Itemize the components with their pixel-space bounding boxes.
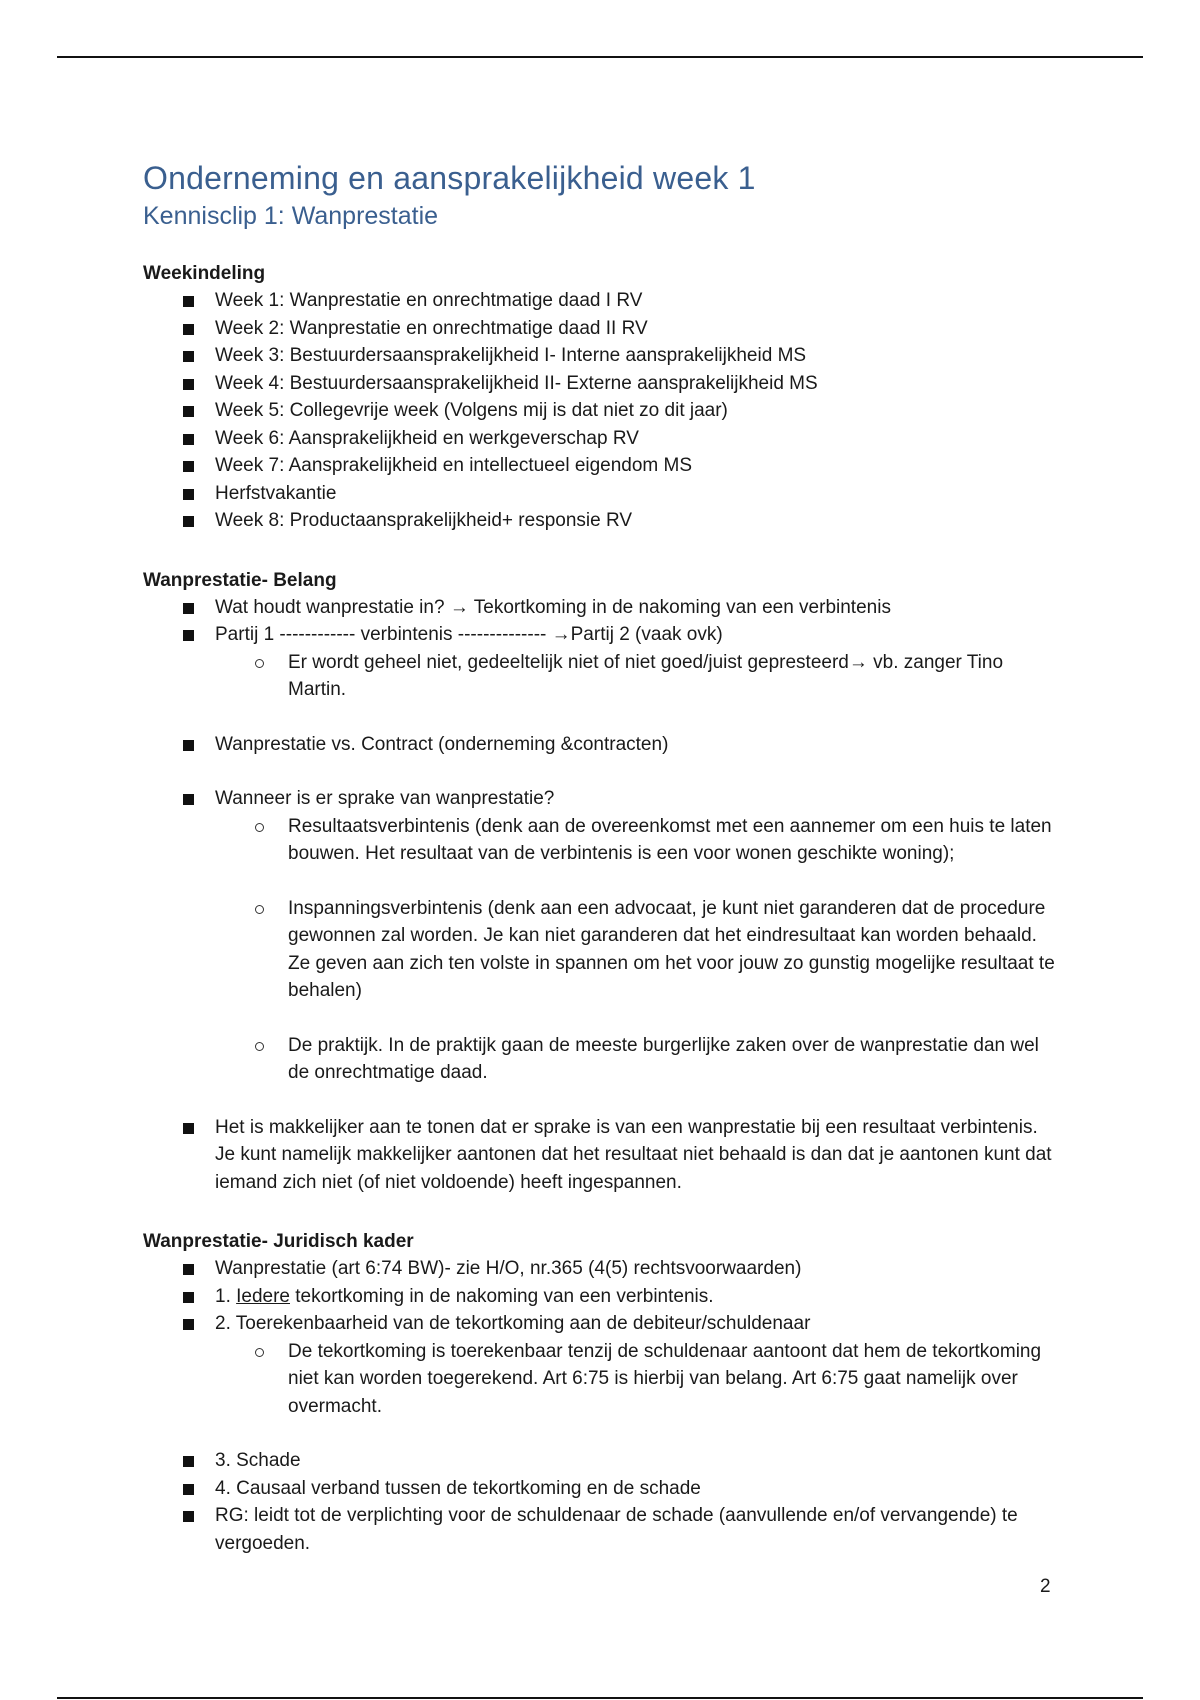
list-item: Week 7: Aansprakelijkheid en intellectueel eigendom MS <box>143 452 1063 480</box>
square-bullet-icon <box>183 516 194 527</box>
sub-list-item: Resultaatsverbintenis (denk aan de overeenkomst met een aannemer om een huis te laten bouwen. Het resultaat van de verbintenis is een voor wonen geschikte woning); <box>143 813 1063 868</box>
list-item: Herfstvakantie <box>143 480 1063 508</box>
list-item: 1. Iedere tekortkoming in de nakoming van een verbintenis. <box>143 1283 1063 1311</box>
list-item: Week 3: Bestuurdersaansprakelijkheid I- Interne aansprakelijkheid MS <box>143 342 1063 370</box>
section-heading-juridisch-kader: Wanprestatie- Juridisch kader <box>143 1231 414 1252</box>
underlined-word: Iedere <box>236 1285 290 1307</box>
section-heading-belang: Wanprestatie- Belang <box>143 569 337 591</box>
list-item: Het is makkelijker aan te tonen dat er sprake is van een wanprestatie bij een resultaat verbintenis. Je kunt namelijk makkelijker aantonen dat het resultaat niet behaald is dan dat je aantonen kunt dat iemand zich niet (of niet voldoende) heeft ingespannen. <box>143 1114 1063 1197</box>
page-number: 2 <box>1040 1576 1051 1597</box>
square-bullet-icon <box>183 1292 194 1303</box>
page-title: Onderneming en aansprakelijkheid week 1 <box>143 160 756 196</box>
list-item: Wanprestatie vs. Contract (onderneming &contracten) <box>143 731 1063 759</box>
list-item: 2. Toerekenbaarheid van de tekortkoming aan de debiteur/schuldenaar <box>143 1310 1063 1338</box>
square-bullet-icon <box>183 379 194 390</box>
square-bullet-icon <box>183 1123 194 1134</box>
list-item: Wanneer is er sprake van wanprestatie? <box>143 785 1063 813</box>
square-bullet-icon <box>183 630 194 641</box>
list-item: Wanprestatie (art 6:74 BW)- zie H/O, nr.365 (4(5) rechtsvoorwaarden) <box>143 1255 1063 1283</box>
list-item: Wat houdt wanprestatie in? → Tekortkoming in de nakoming van een verbintenis <box>143 594 1063 622</box>
list-item: Week 1: Wanprestatie en onrechtmatige daad I RV <box>143 287 1063 315</box>
square-bullet-icon <box>183 1456 194 1467</box>
header-rule <box>57 56 1143 58</box>
square-bullet-icon <box>183 489 194 500</box>
square-bullet-icon <box>183 406 194 417</box>
sub-list-item: Er wordt geheel niet, gedeeltelijk niet of niet goed/juist gepresteerd→ vb. zanger Tino Martin. <box>143 649 1063 704</box>
square-bullet-icon <box>183 740 194 751</box>
list-item: Week 4: Bestuurdersaansprakelijkheid II- Externe aansprakelijkheid MS <box>143 370 1063 398</box>
list-item: Week 6: Aansprakelijkheid en werkgeverschap RV <box>143 425 1063 453</box>
section-heading-weekindeling: Weekindeling <box>143 263 266 284</box>
list-item: RG: leidt tot de verplichting voor de schuldenaar de schade (aanvullende en/of vervangende) te vergoeden. <box>143 1502 1063 1557</box>
square-bullet-icon <box>183 434 194 445</box>
document-body <box>143 158 1063 1557</box>
list-item: Week 2: Wanprestatie en onrechtmatige daad II RV <box>143 315 1063 343</box>
list-item: 3. Schade <box>143 1447 1063 1475</box>
circle-bullet-icon <box>255 823 264 832</box>
footer-rule <box>57 1697 1143 1699</box>
list-item: Partij 1 ------------ verbintenis -------------- →Partij 2 (vaak ovk) <box>143 621 1063 649</box>
kader-list <box>143 1255 1063 1557</box>
circle-bullet-icon <box>255 659 264 668</box>
square-bullet-icon <box>183 1484 194 1495</box>
square-bullet-icon <box>183 351 194 362</box>
circle-bullet-icon <box>255 1348 264 1357</box>
square-bullet-icon <box>183 1511 194 1522</box>
list-item: Week 8: Productaansprakelijkheid+ responsie RV <box>143 507 1063 535</box>
square-bullet-icon <box>183 603 194 614</box>
square-bullet-icon <box>183 1264 194 1275</box>
square-bullet-icon <box>183 324 194 335</box>
belang-list <box>143 594 1063 1197</box>
sub-list-item: De praktijk. In de praktijk gaan de meeste burgerlijke zaken over de wanprestatie dan wel de onrechtmatige daad. <box>143 1032 1063 1087</box>
list-item: 4. Causaal verband tussen de tekortkoming en de schade <box>143 1475 1063 1503</box>
sub-list-item: De tekortkoming is toerekenbaar tenzij de schuldenaar aantoont dat hem de tekortkoming niet kan worden toegerekend. Art 6:75 is hierbij van belang. Art 6:75 gaat namelijk over overmacht. <box>143 1338 1063 1421</box>
list-item: Week 5: Collegevrije week (Volgens mij is dat niet zo dit jaar) <box>143 397 1063 425</box>
square-bullet-icon <box>183 296 194 307</box>
sub-list-item: Inspanningsverbintenis (denk aan een advocaat, je kunt niet garanderen dat de procedure gewonnen zal worden. Je kan niet garanderen dat het eindresultaat kan worden behaald. Ze geven aan zich ten volste in spannen om het voor jouw zo gunstig mogelijke resultaat te behalen) <box>143 895 1063 1005</box>
square-bullet-icon <box>183 794 194 805</box>
circle-bullet-icon <box>255 1042 264 1051</box>
weekindeling-list <box>143 287 1063 535</box>
square-bullet-icon <box>183 1319 194 1330</box>
square-bullet-icon <box>183 461 194 472</box>
page-subtitle: Kennisclip 1: Wanprestatie <box>143 202 439 230</box>
circle-bullet-icon <box>255 905 264 914</box>
